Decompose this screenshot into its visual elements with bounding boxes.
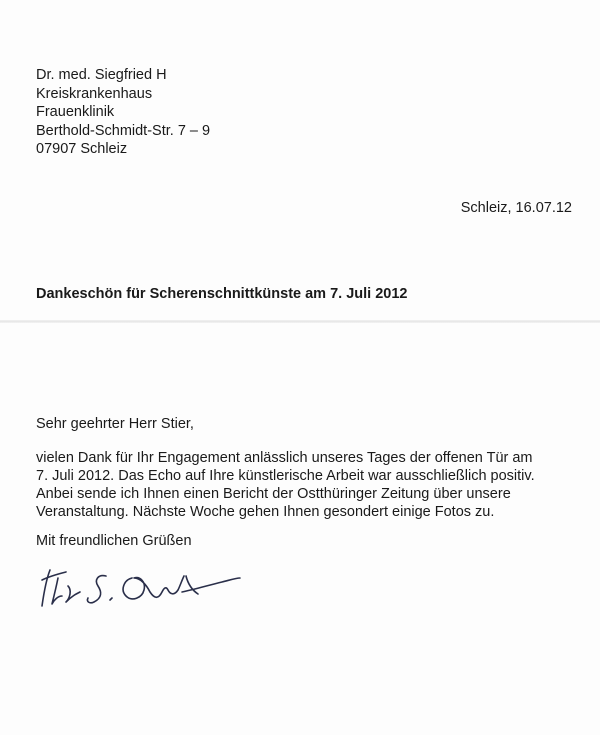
body-line: vielen Dank für Ihr Engagement anlässlich unseres Tages der offenen Tür am xyxy=(36,450,533,466)
signature-stroke xyxy=(110,598,112,600)
sender-address xyxy=(36,66,210,159)
sender-city: 07907 Schleiz xyxy=(36,141,128,157)
body-line: Anbei sende ich Ihnen einen Bericht der Ostthüringer Zeitung über unsere xyxy=(36,486,511,502)
signature-stroke xyxy=(52,578,62,604)
letter-salutation: Sehr geehrter Herr Stier, xyxy=(36,416,194,432)
body-line: Veranstaltung. Nächste Woche gehen Ihnen gesondert einige Fotos zu. xyxy=(36,504,495,520)
signature-stroke xyxy=(42,570,50,606)
paper-fold-line xyxy=(0,320,600,323)
body-line: 7. Juli 2012. Das Echo auf Ihre künstlerische Arbeit war ausschließlich positiv. xyxy=(36,468,535,484)
sender-street: Berthold-Schmidt-Str. 7 – 9 xyxy=(36,122,211,139)
handwritten-signature xyxy=(36,556,246,616)
letter-subject: Dankeschön für Scherenschnittkünste am 7. Juli 2012 xyxy=(36,286,408,302)
signature-stroke xyxy=(182,578,240,592)
sender-name: Dr. med. Siegfried H xyxy=(36,67,167,83)
sender-department: Frauenklinik xyxy=(36,104,115,120)
signature-stroke xyxy=(87,576,106,603)
signature-stroke xyxy=(42,572,66,580)
signature-stroke xyxy=(66,586,80,602)
letter-closing: Mit freundlichen Grüßen xyxy=(36,533,192,549)
letter-body xyxy=(36,449,576,521)
signature-stroke xyxy=(123,576,184,599)
letter-date: Schleiz, 16.07.12 xyxy=(460,200,572,216)
sender-institution: Kreiskrankenhaus xyxy=(36,85,153,102)
